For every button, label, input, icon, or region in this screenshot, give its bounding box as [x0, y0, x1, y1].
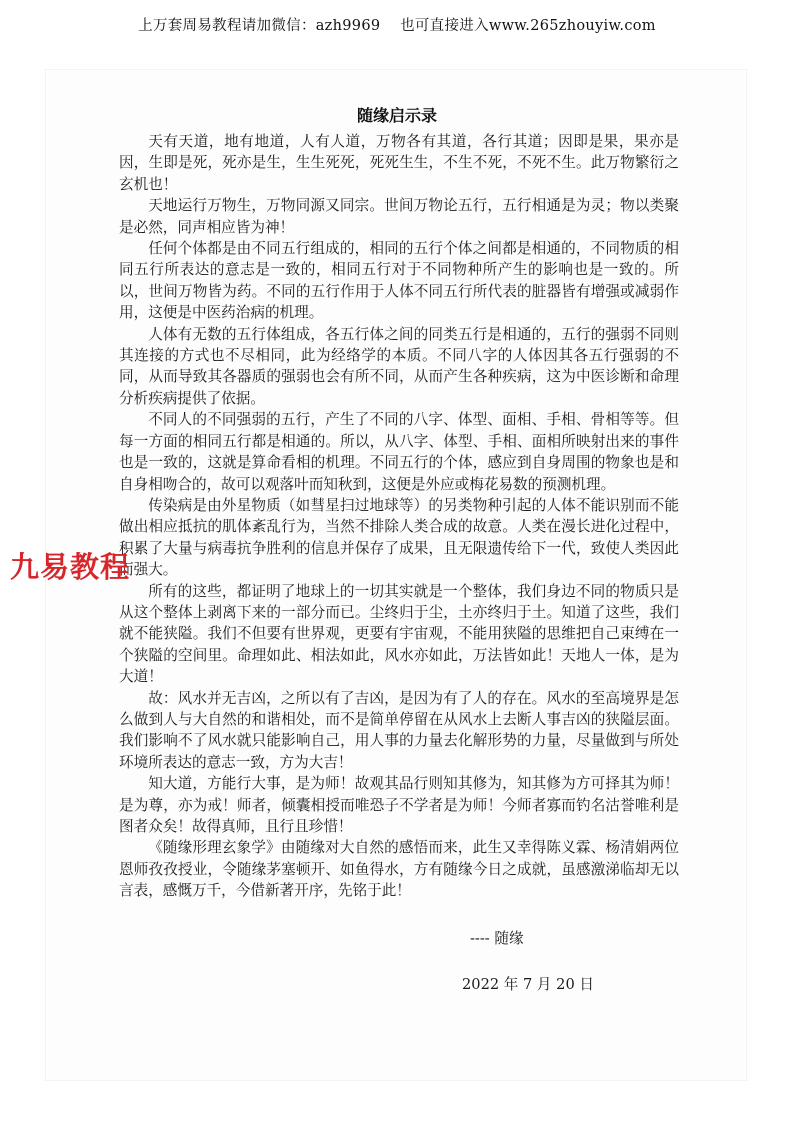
paragraph: 不同人的不同强弱的五行，产生了不同的八字、体型、面相、手相、骨相等等。但每一方面的相同五行都是相通的。所以，从八字、体型、手相、面相所映射出来的事件也是一致的，这就是算命看相的机理。不同五行的个体，感应到自身周围的物象也是和自身相吻合的，故可以观落叶而知秋到，这便是外应或梅花易数的预测机理。 [119, 411, 679, 493]
paragraph: 《随缘形理玄象学》由随缘对大自然的感悟而来，此生又幸得陈义霖、杨清娟两位恩师孜孜授业，令随缘茅塞顿开、如鱼得水，方有随缘今日之成就，虽感激涕临却无以言表，感慨万千，今借新著开序，先铭于此！ [119, 839, 679, 900]
header-banner: 上万套周易教程请加微信：azh9969 也可直接进入www.265zhouyiw.com [138, 18, 656, 34]
paragraph: 人体有无数的五行体组成，各五行体之间的同类五行是相通的，五行的强弱不同则其连接的方式也不尽相同，此为经络学的本质。不同八字的人体因其各五行强弱的不同，从而导致其各器质的强弱也会有所不同，从而产生各种疾病，这为中医诊断和命理分析疾病提供了依据。 [119, 325, 679, 407]
paragraph: 故：风水并无吉凶，之所以有了吉凶，是因为有了人的存在。风水的至高境界是怎么做到人与大自然的和谐相处，而不是简单停留在从风水上去断人事吉凶的狭隘层面。我们影响不了风水就只能影响自己，用人事的力量去化解形势的力量，尽量做到与所处环境所表达的意志一致，方为大吉！ [119, 689, 679, 771]
paragraph: 传染病是由外星物质（如彗星扫过地球等）的另类物种引起的人体不能识别而不能做出相应抵抗的肌体紊乱行为，当然不排除人类合成的故意。人类在漫长进化过程中，积累了大量与病毒抗争胜利的信息并保存了成果，且无限遗传给下一代，致使人类因此而强大。 [119, 496, 679, 579]
paragraph: 所有的这些，都证明了地球上的一切其实就是一个整体，我们身边不同的物质只是从这个整体上剥离下来的一部分而已。尘终归于尘，土亦终归于土。知道了这些，我们就不能狭隘。我们不但要有世界观，更要有宇宙观，不能用狭隘的思维把自己束缚在一个狭隘的空间里。命理如此、相法如此，风水亦如此，万法皆如此！天地人一体，是为大道！ [119, 582, 679, 686]
signature: ---- 随缘 [470, 930, 524, 947]
document-body [119, 131, 679, 902]
document-date: 2022 年 7 月 20 日 [462, 976, 594, 993]
paragraph: 天有天道，地有地道，人有人道，万物各有其道，各行其道；因即是果，果亦是因，生即是死，死亦是生，生生死死，死死生生，不生不死，不死不生。此万物繁衍之玄机也！ [119, 133, 679, 193]
paragraph: 天地运行万物生，万物同源又同宗。世间万物论五行，五行相通是为灵；物以类聚是必然，同声相应皆为神！ [119, 197, 679, 236]
paragraph: 任何个体都是由不同五行组成的，相同的五行个体之间都是相通的，不同物质的相同五行所表达的意志是一致的，相同五行对于不同物种所产生的影响也是一致的。所以，世间万物皆为药。不同的五行作用于人体不同五行所代表的脏器皆有增强或减弱作用，这便是中医药治病的机理。 [119, 240, 679, 322]
document-title: 随缘启示录 [356, 106, 437, 125]
watermark-logo: 九易教程 [10, 550, 131, 584]
paragraph: 知大道，方能行大事，是为师！故观其品行则知其修为，知其修为方可择其为师！是为尊，亦为戒！师者，倾囊相授而唯恐子不学者是为师！今师者寡而钓名沽誉唯利是图者众矣！故得真师，且行且珍惜！ [119, 775, 679, 835]
